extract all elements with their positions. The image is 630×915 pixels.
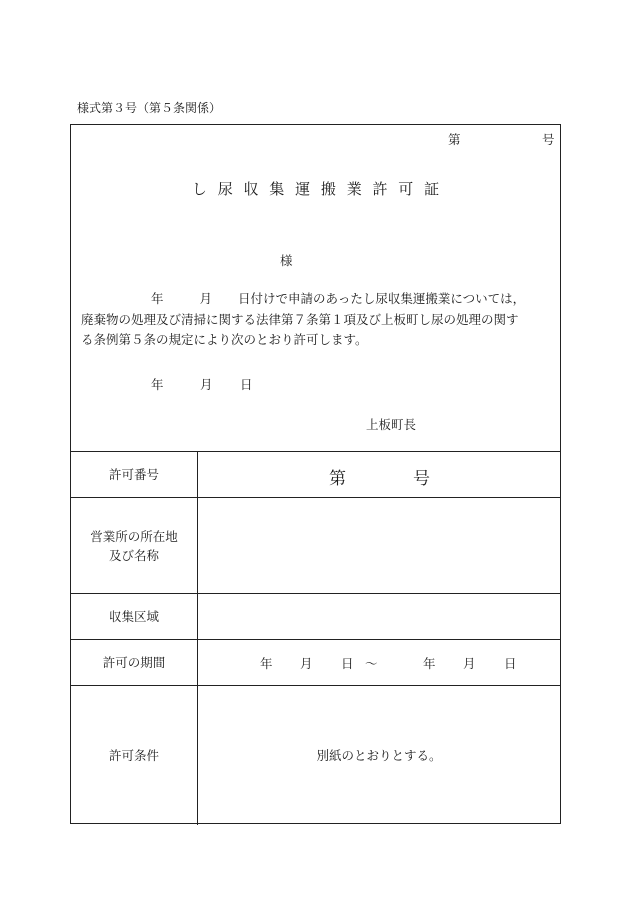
period-nen1: 年 — [260, 655, 273, 671]
period-nen2: 年 — [423, 655, 436, 671]
period-gatsu1: 月 — [300, 655, 313, 671]
conditions-value: 別紙のとおりとする。 — [198, 686, 561, 825]
body-gatsu: 月 — [199, 291, 213, 306]
area-label: 収集区域 — [71, 594, 198, 640]
period-gatsu2: 月 — [463, 655, 476, 671]
period-nichi1: 日 — [341, 655, 354, 671]
row-conditions — [71, 686, 560, 825]
form-number-label: 様式第３号（第５条関係） — [77, 101, 222, 115]
office-label-line1: 営業所の所在地 — [90, 528, 178, 544]
body-line1-rest: 日付けで申請のあったし尿収集運搬業については， — [238, 291, 526, 306]
body-nen: 年 — [151, 291, 164, 306]
permit-number-value — [198, 452, 561, 498]
row-permit-number — [71, 452, 560, 498]
addressee-suffix: 様 — [280, 253, 293, 268]
issuer-name: 上板町長 — [366, 417, 417, 432]
permit-statement — [81, 289, 555, 351]
permit-number-label: 許可番号 — [71, 452, 198, 498]
period-nichi2: 日 — [504, 655, 517, 671]
office-value — [198, 498, 561, 594]
permit-number-dai: 第 — [329, 468, 346, 489]
body-line2: 廃棄物の処理及び清掃に関する法律第７条第１項及び上板町し尿の処理の関す — [81, 311, 519, 327]
period-value — [198, 640, 561, 686]
permit-number-go: 号 — [413, 468, 430, 489]
certificate-title: し尿収集運搬業許可証 — [191, 180, 450, 198]
office-label — [71, 498, 198, 594]
certificate-number-dai: 第 — [448, 132, 461, 147]
certificate-number-go: 号 — [542, 132, 555, 147]
permit-certificate-frame — [70, 124, 561, 824]
issue-date-nen: 年 — [151, 377, 164, 392]
period-tilde: ～ — [365, 655, 378, 671]
body-line3: る条例第５条の規定により次のとおり許可します。 — [81, 332, 368, 347]
issue-date-nichi: 日 — [240, 377, 253, 392]
office-label-line2: 及び名称 — [108, 547, 159, 563]
permit-details-table — [71, 451, 560, 825]
row-office — [71, 498, 560, 594]
issue-date-gatsu: 月 — [200, 377, 213, 392]
row-period — [71, 640, 560, 686]
period-label: 許可の期間 — [71, 640, 198, 686]
conditions-label: 許可条件 — [71, 686, 198, 825]
area-value — [198, 594, 561, 640]
row-area — [71, 594, 560, 640]
